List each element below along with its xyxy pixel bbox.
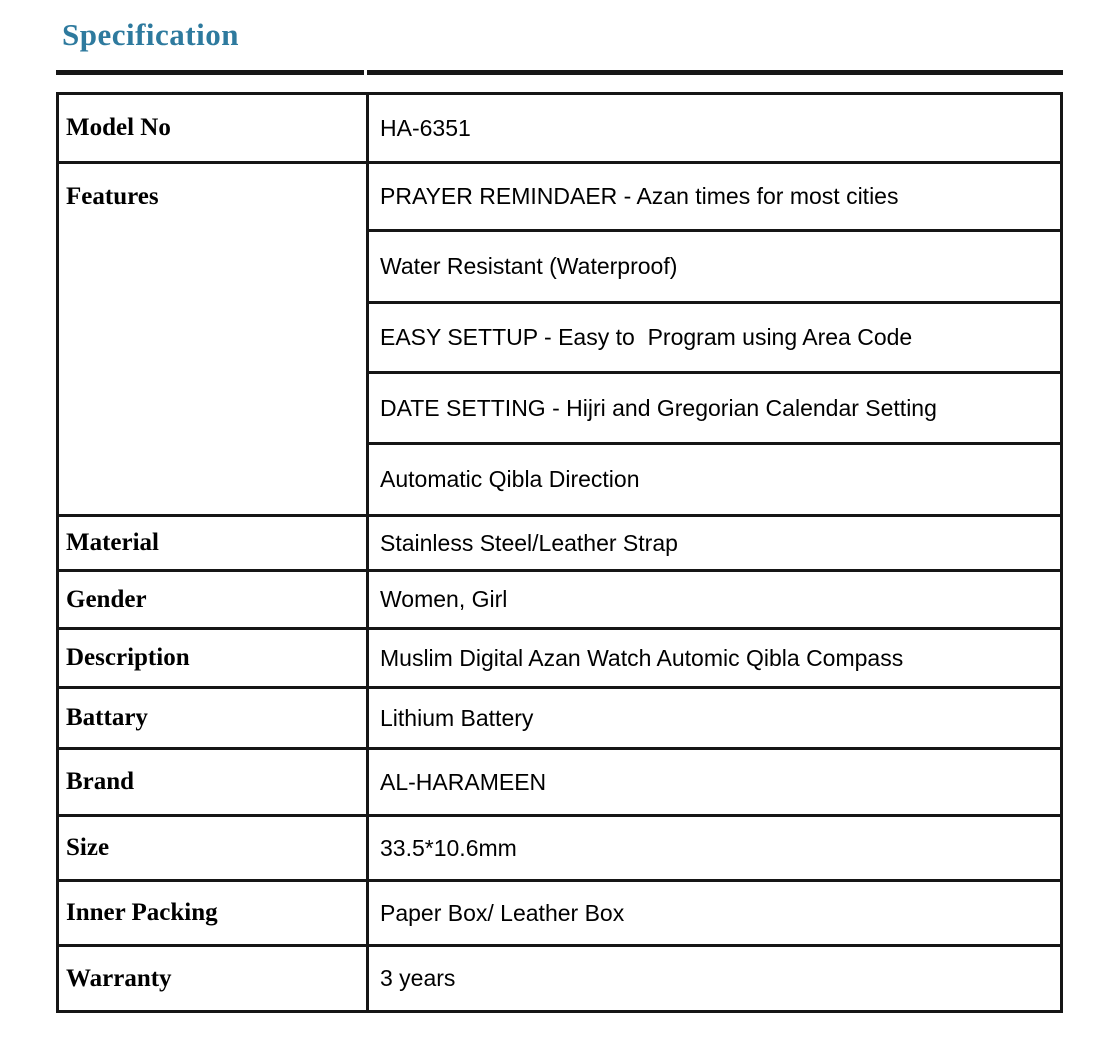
spec-label-material: Material [58,516,368,571]
table-row [58,749,1062,816]
spec-value-cell: Water Resistant (Waterproof) [368,231,1062,303]
spec-label-battary: Battary [58,688,368,749]
spec-value-cell: EASY SETTUP - Easy to Program using Area Code [368,303,1062,373]
specification-table [56,92,1063,1013]
spec-value-cell: 33.5*10.6mm [368,816,1062,881]
spec-value-cell: Lithium Battery [368,688,1062,749]
table-row [58,946,1062,1012]
table-row [58,516,1062,571]
spec-label-size: Size [58,816,368,881]
table-row [58,688,1062,749]
spec-label-description: Description [58,629,368,688]
spec-value-cell: 3 years [368,946,1062,1012]
spec-value-cell: HA-6351 [368,94,1062,163]
spec-value-cell: Paper Box/ Leather Box [368,881,1062,946]
spec-value-cell: Muslim Digital Azan Watch Automic Qibla Compass [368,629,1062,688]
spec-label-inner-packing: Inner Packing [58,881,368,946]
table-row [58,94,1062,163]
spec-label-brand: Brand [58,749,368,816]
spec-value-cell: Automatic Qibla Direction [368,444,1062,516]
spec-label-gender: Gender [58,571,368,629]
spec-label-features: Features [58,163,368,516]
page-title: Specification [62,17,239,52]
spec-value-cell: Stainless Steel/Leather Strap [368,516,1062,571]
title-rule-right-segment [367,70,1063,75]
spec-value-cell: PRAYER REMINDAER - Azan times for most cities [368,163,1062,231]
table-row [58,163,1062,231]
table-row [58,571,1062,629]
table-row [58,881,1062,946]
title-rule [56,70,1063,75]
spec-value-cell: DATE SETTING - Hijri and Gregorian Calendar Setting [368,373,1062,444]
spec-label-model-no: Model No [58,94,368,163]
table-row [58,816,1062,881]
spec-value-cell: Women, Girl [368,571,1062,629]
spec-label-warranty: Warranty [58,946,368,1012]
spec-value-cell: AL-HARAMEEN [368,749,1062,816]
table-row [58,629,1062,688]
title-rule-left-segment [56,70,364,75]
